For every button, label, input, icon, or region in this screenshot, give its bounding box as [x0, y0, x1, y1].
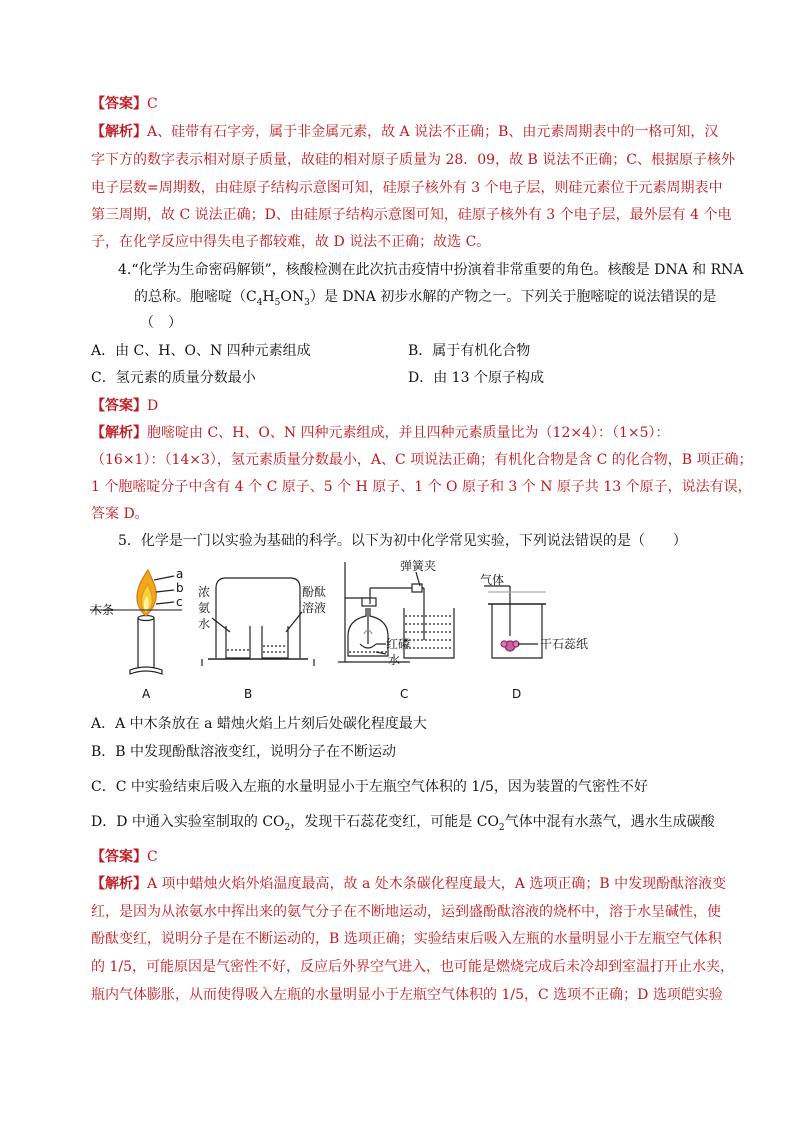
label-clip: 弹簧夹 — [400, 559, 437, 573]
q3-analysis-line-1 — [91, 122, 718, 142]
answer-value: C — [147, 96, 158, 112]
analysis-text: A 项中蜡烛火焰外焰温度最高，故 a 处木条碳化程度最大，A 选项正确；B 中发现酚酞溶液变 — [147, 876, 727, 892]
answer-value: D — [147, 398, 159, 414]
answer-tag: 【答案】 — [91, 849, 147, 865]
stem-text: ）是 DNA 初步水解的产物之一。下列关于胞嘧啶的说法错误的是 — [309, 289, 717, 305]
formula-sub: 4 — [256, 297, 263, 308]
caption-c: C — [400, 687, 409, 701]
label-conc-3: 水 — [198, 617, 211, 631]
q5-option-b: B．B 中发现酚酞溶液变红，说明分子在不断运动 — [91, 744, 397, 760]
q5-analysis-line-2: 红，是因为从浓氨水中挥出来的氨气分子在不断地运动，运到盛酚酞溶液的烧杯中，溶于水呈碱性，使 — [91, 904, 721, 920]
option-text: D．D 中通入实验室制取的 CO — [91, 814, 285, 830]
q4-analysis-line-2: （16×1）：（14×3），氢元素质量分数最小，A、C 项说法正确；有机化合物是含 C 的化合物，B 项正确； — [91, 452, 753, 468]
answer-tag: 【答案】 — [91, 398, 147, 414]
stem-text: 的总称。胞嘧啶（C — [134, 289, 257, 305]
q4-option-a: A．由 C、H、O、N 四种元素组成 — [91, 343, 311, 359]
figure-a-candle — [90, 570, 182, 674]
caption-a: A — [142, 687, 151, 701]
label-litmus: 干石蕊纸 — [540, 637, 589, 651]
q4-blank: （ ） — [140, 315, 182, 331]
q5-analysis-line-3: 酚酞变红，说明分子是在不断运动的，B 选项正确；实验结束后吸入左瓶的水量明显小于左瓶空气体积 — [91, 931, 722, 947]
label-gas: 气体 — [480, 573, 505, 587]
label-a: a — [176, 567, 184, 581]
label-phen-1: 酚酞 — [302, 585, 327, 599]
label-red-phosphorus: 红磷 — [386, 637, 411, 651]
q3-answer-line — [91, 94, 158, 114]
label-wood: 木条 — [90, 603, 115, 617]
q5-answer-line — [91, 847, 158, 867]
formula-sub: 2 — [498, 822, 505, 833]
figure-b-apparatus — [202, 578, 314, 666]
q4-stem-line-2 — [134, 287, 716, 307]
q3-analysis-line-2: 字下方的数字表示相对原子质量，故硅的相对原子质量为 28．09，故 B 说法不正确；C、根据原子核外 — [91, 152, 735, 168]
answer-value: C — [147, 849, 158, 865]
q4-analysis-line-3: 1 个胞嘧啶分子中含有 4 个 C 原子、5 个 H 原子、1 个 O 原子和 3 个 N 原子共 13 个原子，说法有误， — [91, 479, 752, 495]
q3-analysis-line-5: 子，在化学反应中得失电子都较难，故 D 说法不正确；故选 C。 — [91, 234, 491, 250]
q3-analysis-line-3: 电子层数=周期数，由硅原子结构示意图可知，硅原子核外有 3 个电子层，则硅元素位于元素周期表中 — [91, 180, 723, 196]
q5-option-d — [91, 812, 715, 832]
experiment-figure — [90, 558, 730, 708]
formula-on: ON — [280, 289, 305, 305]
q4-option-b: B．属于有机化合物 — [408, 343, 531, 359]
q5-option-c: C．C 中实验结束后吸入左瓶的水量明显小于左瓶空气体积的 1/5，因为装置的气密性不好 — [91, 779, 648, 795]
option-text: ，发现干石蕊花变红，可能是 CO — [290, 814, 499, 830]
answer-tag: 【答案】 — [91, 96, 147, 112]
option-text: 气体中混有水蒸气，遇水生成碳酸 — [504, 814, 715, 830]
q3-analysis-line-4: 第三周期，故 C 说法正确；D、由硅原子结构示意图可知，硅原子核外有 3 个电子层，最外层有 4 个电 — [91, 207, 732, 223]
label-c: c — [176, 595, 183, 609]
q4-option-c: C．氢元素的质量分数最小 — [91, 370, 256, 386]
q4-option-d: D．由 13 个原子构成 — [408, 370, 544, 386]
label-water: 水 — [388, 653, 401, 667]
formula-h: H — [262, 289, 275, 305]
caption-d: D — [512, 687, 522, 701]
label-conc-2: 氨 — [198, 601, 211, 615]
analysis-text: 胞嘧啶由 C、H、O、N 四种元素组成，并且四种元素质量比为（12×4）：（1×5）： — [147, 425, 670, 441]
q5-stem: 5．化学是一门以实验为基础的科学。以下为初中化学常见实验，下列说法错误的是（ ） — [118, 533, 687, 549]
q4-stem-line-1: 4.“化学为生命密码解锁”，核酸检测在此次抗击疫情中扮演着非常重要的角色。核酸是 DNA 和 RNA — [118, 262, 744, 278]
q4-analysis-line-1 — [91, 423, 670, 443]
analysis-tag: 【解析】 — [91, 876, 147, 892]
caption-b: B — [244, 687, 253, 701]
figure-d-apparatus — [484, 586, 546, 658]
label-phen-2: 溶液 — [302, 601, 327, 615]
analysis-tag: 【解析】 — [91, 425, 147, 441]
formula-sub: 3 — [304, 297, 310, 308]
q4-analysis-line-4: 答案 D。 — [91, 506, 149, 522]
q5-option-a: A．A 中木条放在 a 蜡烛火焰上片刻后处碳化程度最大 — [91, 716, 427, 732]
label-conc-1: 浓 — [198, 585, 211, 599]
analysis-tag: 【解析】 — [91, 124, 147, 140]
label-b: b — [176, 581, 184, 595]
q5-analysis-line-4: 的 1/5，可能原因是气密性不好，反应后外界空气进入，也可能是燃烧完成后未冷却到室温打开止水夹， — [91, 959, 734, 975]
formula-sub: 5 — [274, 297, 281, 308]
analysis-text: A、硅带有石字旁，属于非金属元素，故 A 说法不正确；B、由元素周期表中的一格可知，汉 — [147, 124, 719, 140]
q4-answer-line — [91, 396, 158, 416]
formula-sub: 2 — [284, 822, 291, 833]
q5-analysis-line-5: 瓶内气体膨胀，从而使得吸入左瓶的水量明显小于左瓶空气体积的 1/5，C 选项不正确；D 选项皑实验 — [91, 987, 723, 1003]
q5-analysis-line-1 — [91, 874, 726, 894]
